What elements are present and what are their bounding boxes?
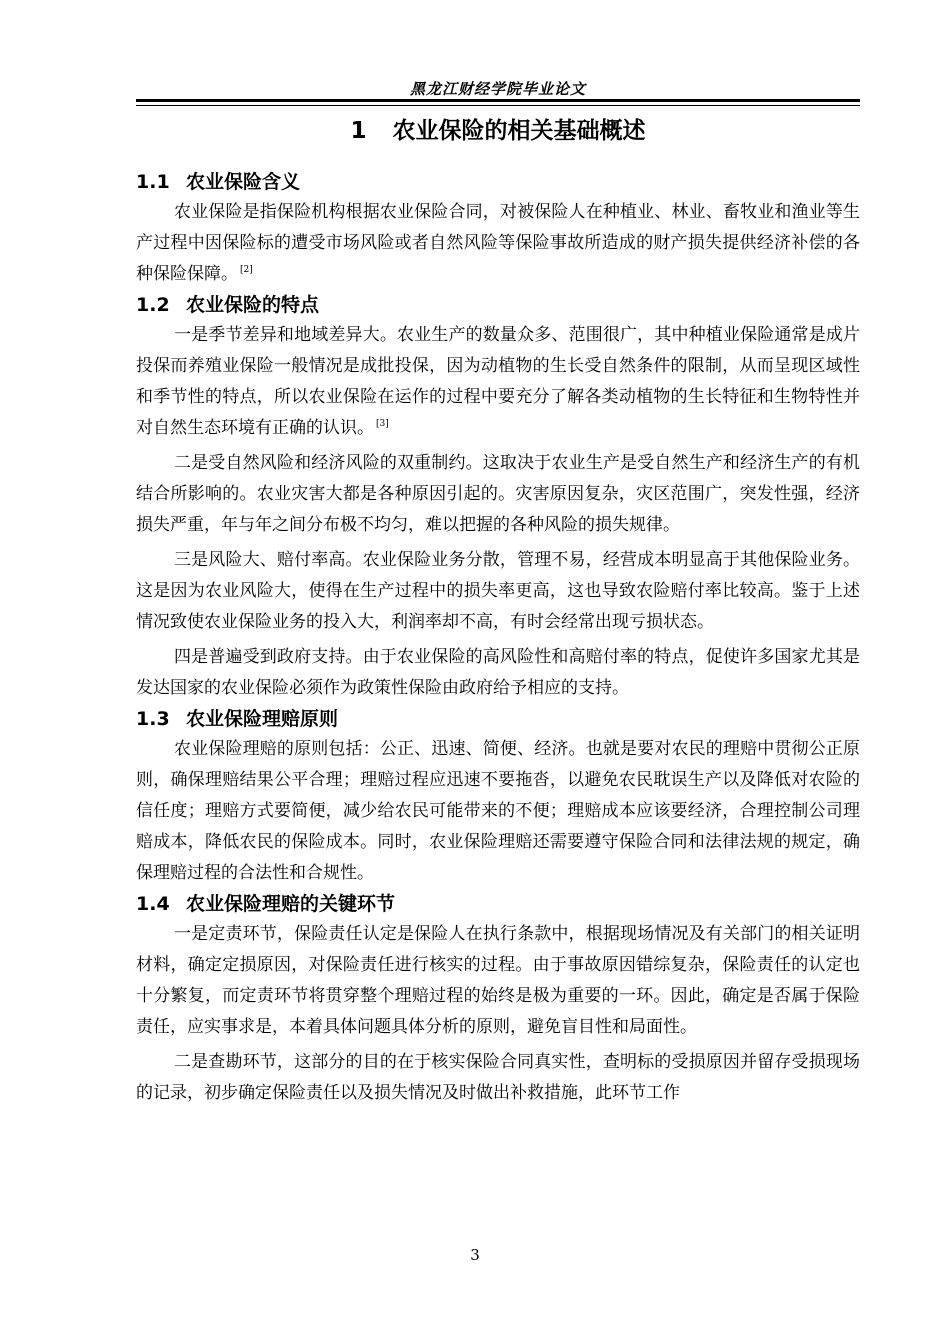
chapter-title (136, 113, 860, 149)
section-title: 农业保险理赔的关键环节 (186, 893, 396, 915)
chapter-number: 1 (350, 118, 367, 144)
page-number: 3 (470, 1246, 480, 1264)
section-heading (136, 704, 860, 734)
section-title: 农业保险的特点 (186, 294, 320, 316)
section-heading (136, 889, 860, 919)
body-paragraph: 二是受自然风险和经济风险的双重制约。这取决于农业生产是受自然生产和经济生产的有机结合所影响的。农业灾害大都是各种原因引起的。灾害原因复杂，灾区范围广，突发性强，经济损失严重，年与年之间分布极不均匀，难以把握的各种风险的损失规律。 (136, 453, 860, 535)
citation-ref: [2] (240, 265, 253, 275)
body-paragraph: 农业保险理赔的原则包括：公正、迅速、简便、经济。也就是要对农民的理赔中贯彻公正原则，确保理赔结果公平合理；理赔过程应迅速不要拖沓，以避免农民耽误生产以及降低对农险的信任度；理赔方式要简便，减少给农民可能带来的不便；理赔成本应该要经济，合理控制公司理赔成本，降低农民的保险成本。同时，农业保险理赔还需要遵守保险合同和法律法规的规定，确保理赔过程的合法性和合规性。 (136, 739, 860, 883)
header-rule-thin (136, 105, 860, 106)
section-title: 农业保险含义 (186, 171, 301, 193)
section-number: 1.2 (136, 294, 170, 316)
section-number: 1.3 (136, 708, 170, 730)
body-paragraph: 一是季节差异和地域差异大。农业生产的数量众多、范围很广，其中种植业保险通常是成片投保而养殖业保险一般情况是成批投保，因为动植物的生长受自然条件的限制，从而呈现区域性和季节性的特点，所以农业保险在运作的过程中要充分了解各类动植物的生长特征和生物特性并对自然生态环境有正确的认识。 [3] (136, 325, 860, 438)
chapter-title-text: 农业保险的相关基础概述 (392, 118, 646, 144)
running-header: 黑龙江财经学院毕业论文 (409, 80, 586, 98)
body-paragraph: 三是风险大、赔付率高。农业保险业务分散，管理不易，经营成本明显高于其他保险业务。这是因为农业风险大，使得在生产过程中的损失率更高，这也导致农险赔付率比较高。鉴于上述情况致使农业保险业务的投入大，利润率却不高，有时会经常出现亏损状态。 (136, 550, 860, 632)
body-paragraph: 一是定责环节，保险责任认定是保险人在执行条款中，根据现场情况及有关部门的相关证明材料，确定定损原因，对保险责任进行核实的过程。由于事故原因错综复杂，保险责任的认定也十分繁复，而定责环节将贯穿整个理赔过程的始终是极为重要的一环。因此，确定是否属于保险责任，应实事求是，本着具体问题具体分析的原则，避免盲目性和局面性。 (136, 924, 860, 1037)
section-number: 1.4 (136, 893, 170, 915)
section-heading (136, 290, 860, 320)
body-paragraph: 二是查勘环节，这部分的目的在于核实保险合同真实性，查明标的受损原因并留存受损现场的记录，初步确定保险责任以及损失情况及时做出补救措施，此环节工作 (136, 1052, 860, 1103)
body-paragraph: 农业保险是指保险机构根据农业保险合同，对被保险人在种植业、林业、畜牧业和渔业等生产过程中因保险标的遭受市场风险或者自然风险等保险事故所造成的财产损失提供经济补偿的各种保险保障。 [2] (136, 202, 860, 284)
header-rule-thick (136, 99, 860, 102)
citation-ref: [3] (376, 419, 389, 429)
section-title: 农业保险理赔原则 (186, 708, 339, 730)
section-number: 1.1 (136, 171, 170, 193)
page-body (136, 113, 860, 1109)
section-heading (136, 167, 860, 197)
body-paragraph: 四是普遍受到政府支持。由于农业保险的高风险性和高赔付率的特点，促使许多国家尤其是发达国家的农业保险必须作为政策性保险由政府给予相应的支持。 (136, 647, 860, 698)
